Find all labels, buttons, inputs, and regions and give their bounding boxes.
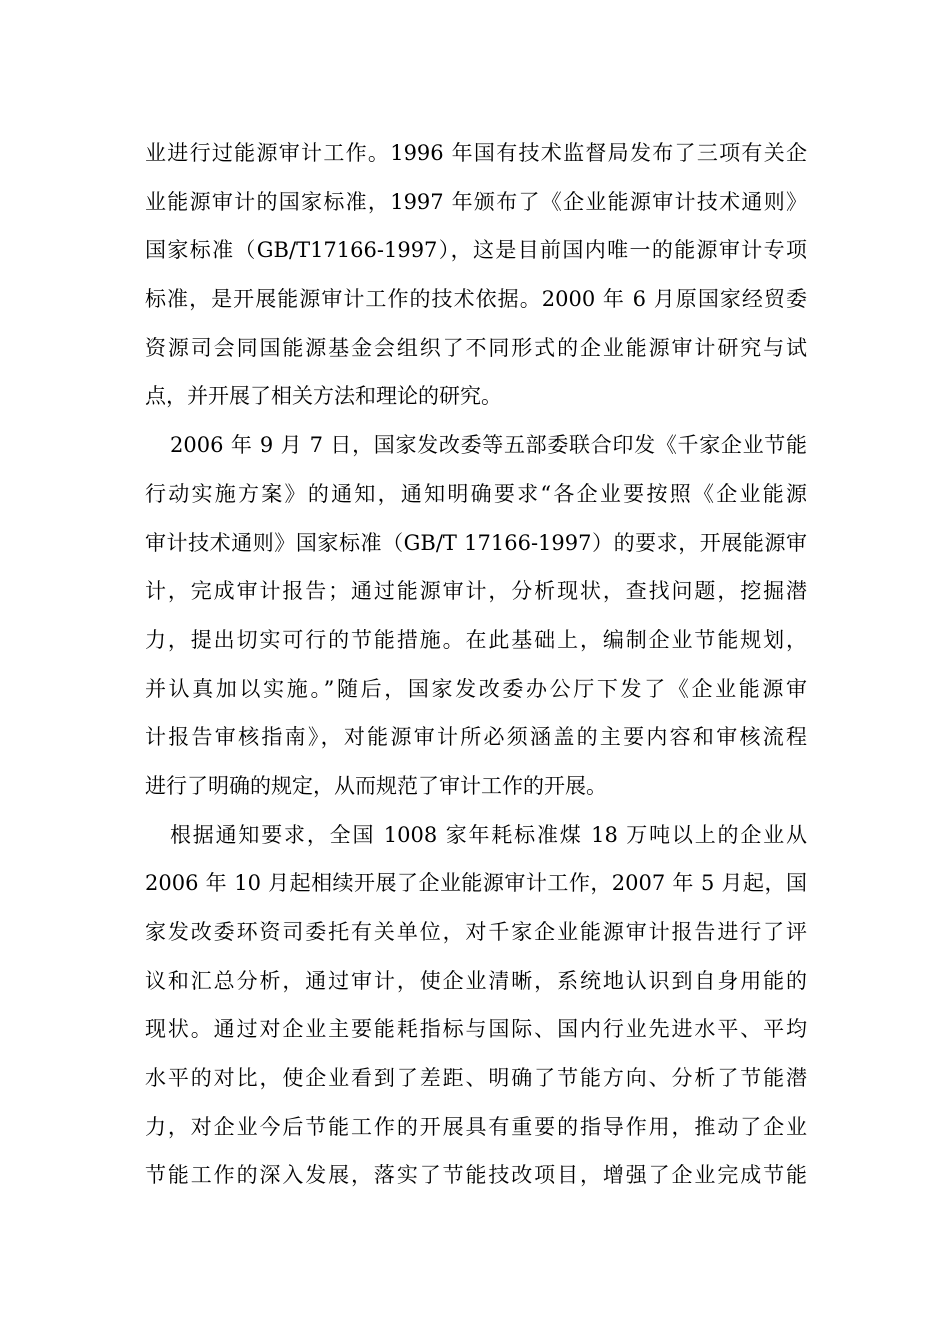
- text-line: 力，提出切实可行的节能措施。在此基础上，编制企业节能规划，: [145, 627, 807, 652]
- paragraph: [145, 421, 807, 811]
- text-line: 国家标准（GB/T17166-1997），这是目前国内唯一的能源审计专项: [145, 238, 807, 263]
- text-line: 议和汇总分析，通过审计，使企业清晰，系统地认识到自身用能的: [145, 968, 807, 993]
- text-line: 业进行过能源审计工作。1996 年国有技术监督局发布了三项有关企: [145, 141, 807, 165]
- text-line: 计，完成审计报告；通过能源审计，分析现状，查找问题，挖掘潜: [145, 579, 807, 604]
- text-line: 并认真加以实施。”随后，国家发改委办公厅下发了《企业能源审: [145, 676, 807, 701]
- text-line: 家发改委环资司委托有关单位，对千家企业能源审计报告进行了评: [145, 920, 807, 944]
- text-line: 进行了明确的规定，从而规范了审计工作的开展。: [145, 773, 607, 798]
- text-line: 现状。通过对企业主要能耗指标与国际、国内行业先进水平、平均: [145, 1017, 807, 1042]
- text-line: 力，对企业今后节能工作的开展具有重要的指导作用，推动了企业: [145, 1114, 807, 1139]
- text-line: 计报告审核指南》，对能源审计所必须涵盖的主要内容和审核流程: [145, 725, 807, 750]
- text-line: 点，并开展了相关方法和理论的研究。: [145, 384, 502, 409]
- text-line: 行动实施方案》的通知，通知明确要求“各企业要按照《企业能源: [145, 481, 807, 506]
- text-line: 2006 年 9 月 7 日，国家发改委等五部委联合印发《千家企业节能: [170, 433, 807, 458]
- text-line: 审计技术通则》国家标准（GB/T 17166-1997）的要求，开展能源审: [145, 530, 807, 555]
- text-line: 水平的对比，使企业看到了差距、明确了节能方向、分析了节能潜: [145, 1066, 807, 1091]
- text-line: 标准，是开展能源审计工作的技术依据。2000 年 6 月原国家经贸委: [145, 287, 807, 312]
- paragraph: [145, 811, 807, 1201]
- paragraph: [145, 129, 807, 421]
- text-line: 2006 年 10 月起相续开展了企业能源审计工作，2007 年 5 月起，国: [145, 871, 807, 896]
- text-line: 业能源审计的国家标准，1997 年颁布了《企业能源审计技术通则》: [145, 189, 807, 214]
- text-line: 节能工作的深入发展，落实了节能技改项目，增强了企业完成节能: [145, 1163, 807, 1188]
- body-text: [145, 129, 807, 1200]
- text-line: 资源司会同国能源基金会组织了不同形式的企业能源审计研究与试: [145, 335, 807, 360]
- text-line: 根据通知要求，全国 1008 家年耗标准煤 18 万吨以上的企业从: [170, 822, 807, 847]
